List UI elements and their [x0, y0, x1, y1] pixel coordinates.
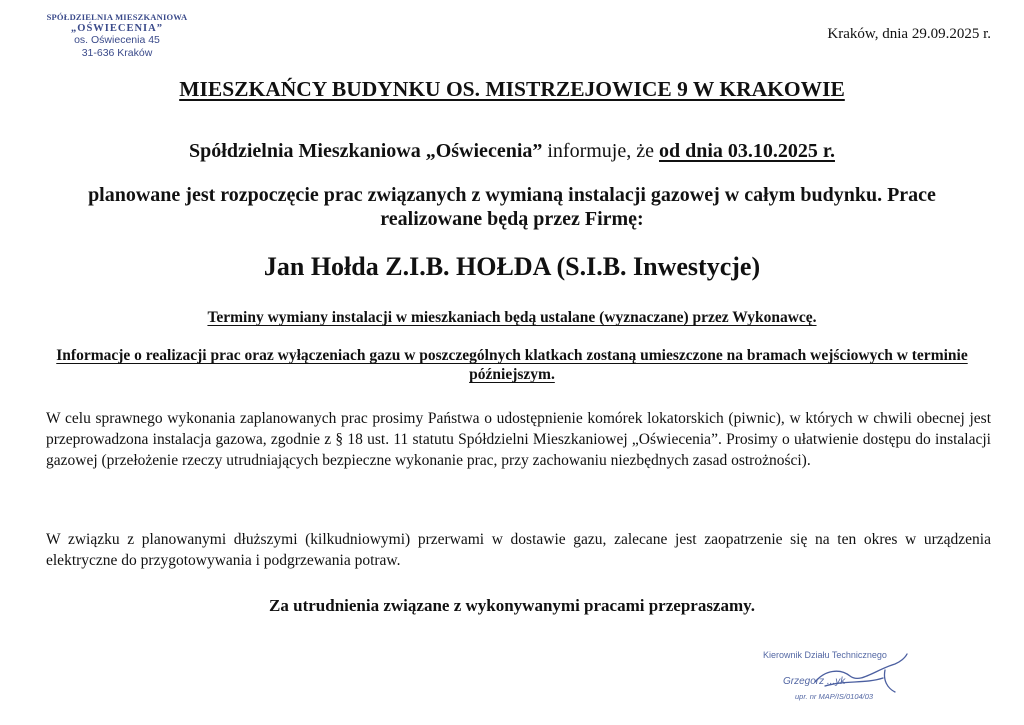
terms-note	[0, 309, 1024, 327]
paragraph-access-request: W celu sprawnego wykonania zaplanowanych prac prosimy Państwa o udostępnienie komórek lokatorskich (piwnic), w których w chwili obecnej jest przeprowadzona instalacja gazowa, zgodnie z § 18 ust. 11 statutu Spółdzielni Mieszkaniowej „Oświecenia”. Prosimy o ułatwienie dostępu do instalacji gazowej (przełożenie rzeczy utrudniających bezpieczne wykonanie prac, przy zachowaniu niezbędnych zasad ostrożności).	[46, 410, 991, 469]
intro-verb: informuje, że	[542, 140, 659, 162]
notice-heading-text: MIESZKAŃCY BUDYNKU OS. MISTRZEJOWICE 9 W KRAKOWIE	[179, 77, 845, 101]
stamp-line-3: os. Oświecenia 45	[74, 34, 160, 46]
signature-license: upr. nr MAP/IS/0104/03	[795, 692, 874, 701]
stamp-line-1: SPÓŁDZIELNIA MIESZKANIOWA	[46, 12, 188, 22]
info-note	[40, 346, 984, 384]
signature-stamp	[755, 640, 925, 720]
intro-date-phrase: od dnia 03.10.2025 r.	[659, 140, 835, 162]
info-note-text: Informacje o realizacji prac oraz wyłączeniach gazu w poszczególnych klatkach zostaną umieszczone na bramach wejściowych w terminie późniejszym.	[56, 347, 968, 383]
signature-name: Grzegorz ...yk	[783, 676, 846, 687]
paragraph-gas-interruptions: W związku z planowanymi dłuższymi (kilkudniowymi) przerwami w dostawie gazu, zalecane jest zaopatrzenie się na ten okres w urządzenia elektryczne do przygotowywania i podgrzewania potraw.	[46, 531, 991, 569]
closing-apology: Za utrudnienia związane z wykonywanymi pracami przepraszamy.	[269, 596, 755, 615]
contractor-name: Jan Hołda Z.I.B. HOŁDA (S.I.B. Inwestycje)	[263, 252, 761, 281]
cooperative-stamp	[22, 12, 212, 60]
terms-note-text: Terminy wymiany instalacji w mieszkaniach będą ustalane (wyznaczane) przez Wykonawcę.	[207, 309, 817, 326]
notice-heading	[0, 77, 1024, 102]
intro-org: Spółdzielnia Mieszkaniowa „Oświecenia”	[189, 140, 543, 162]
stamp-line-2: „OŚWIECENIA”	[71, 23, 163, 34]
document-date: Kraków, dnia 29.09.2025 r.	[827, 26, 991, 42]
planned-works-text: planowane jest rozpoczęcie prac związanych z wymianą instalacji gazowej w całym budynku. Prace realizowane będą przez Firmę:	[88, 184, 936, 230]
intro-line	[0, 140, 1024, 163]
stamp-line-4: 31-636 Kraków	[81, 47, 153, 59]
handwritten-signature-icon	[755, 640, 925, 720]
signature-title: Kierownik Działu Technicznego	[763, 650, 887, 660]
